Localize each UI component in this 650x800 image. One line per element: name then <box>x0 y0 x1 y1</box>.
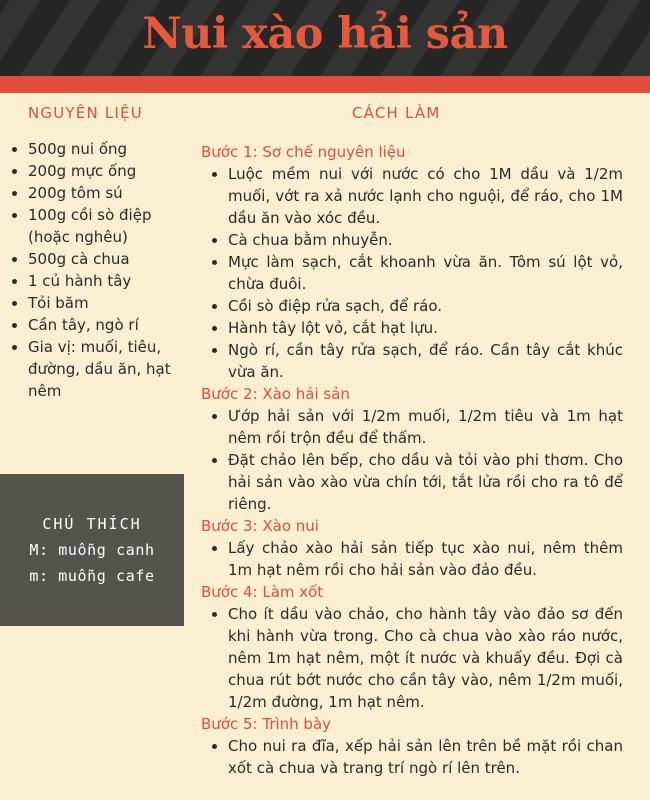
step-items <box>201 603 623 713</box>
ingredient-item: • 200g mực ống <box>28 160 198 182</box>
ingredient-item: • 500g cà chua <box>28 248 198 270</box>
step-block <box>201 515 623 581</box>
step-item: • Ướp hải sản với 1/2m muối, 1/2m tiêu và 1m hạt nêm rồi trộn đều để thấm. <box>228 405 623 449</box>
step-block <box>201 141 623 383</box>
notes-box <box>0 474 184 626</box>
ingredient-item: • 100g cồi sò điệp (hoặc nghêu) <box>28 204 198 248</box>
note-line: m: muỗng cafe <box>29 567 155 585</box>
ingredients-heading: NGUYÊN LIỆU <box>28 104 143 122</box>
step-item: • Cồi sò điệp rửa sạch, để ráo. <box>228 295 623 317</box>
ingredient-item: • 200g tôm sú <box>28 182 198 204</box>
step-item: • Cà chua bằm nhuyễn. <box>228 229 623 251</box>
ingredient-item: • Cần tây, ngò rí <box>28 314 198 336</box>
step-title: Bước 3: Xào nui <box>201 517 319 535</box>
step-items <box>201 735 623 779</box>
header-banner <box>0 0 650 76</box>
step-block <box>201 383 623 515</box>
step-items <box>201 405 623 515</box>
step-title: Bước 4: Làm xốt <box>201 583 324 601</box>
ingredient-item: • Tỏi băm <box>28 292 198 314</box>
accent-bar <box>0 76 650 93</box>
step-title: Bước 1: Sơ chế nguyên liệu <box>201 143 406 161</box>
step-item: • Ngò rí, cần tây rửa sạch, để ráo. Cần tây cắt khúc vừa ăn. <box>228 339 623 383</box>
method-steps <box>201 141 623 779</box>
step-items <box>201 537 623 581</box>
ingredients-list <box>12 138 198 402</box>
step-item: • Đặt chảo lên bếp, cho dầu và tỏi vào phi thơm. Cho hải sản vào xào vừa chín tới, tắt lửa rồi cho ra tô để riêng. <box>228 449 623 515</box>
step-item: • Mực làm sạch, cắt khoanh vừa ăn. Tôm sú lột vỏ, chừa đuôi. <box>228 251 623 295</box>
step-item: • Lấy chảo xào hải sản tiếp tục xào nui, nêm thêm 1m hạt nêm rồi cho hải sản vào đảo đều. <box>228 537 623 581</box>
step-item: • Cho ít dầu vào chảo, cho hành tây vào đảo sơ đến khi hành vừa trong. Cho cà chua vào xào ráo nước, nêm 1m hạt nêm, một ít nước và khuấy đều. Đợi cà chua rút bớt nước cho cần tây vào, nêm 1/2m muối, 1/2m đường, 1m hạt nêm. <box>228 603 623 713</box>
recipe-title: Nui xào hải sản <box>142 9 508 59</box>
method-heading: CÁCH LÀM <box>352 104 441 122</box>
step-title: Bước 5: Trình bày <box>201 715 332 733</box>
step-item: • Hành tây lột vỏ, cắt hạt lựu. <box>228 317 623 339</box>
step-block <box>201 581 623 713</box>
step-title: Bước 2: Xào hải sản <box>201 385 350 403</box>
note-line: M: muỗng canh <box>29 541 155 559</box>
ingredient-item: • 1 củ hành tây <box>28 270 198 292</box>
step-items <box>201 163 623 383</box>
ingredient-item: • Gia vị: muối, tiêu, đường, dầu ăn, hạt nêm <box>28 336 198 402</box>
step-block <box>201 713 623 779</box>
ingredient-item: • 500g nui ống <box>28 138 198 160</box>
step-item: • Luộc mềm nui với nước có cho 1M dầu và 1/2m muối, vớt ra xả nước lạnh cho nguội, để ráo, cho 1M dầu ăn vào xóc đều. <box>228 163 623 229</box>
notes-heading: CHÚ THÍCH <box>42 515 142 533</box>
step-item: • Cho nui ra đĩa, xếp hải sản lên trên bề mặt rồi chan xốt cà chua và trang trí ngò rí lên trên. <box>228 735 623 779</box>
